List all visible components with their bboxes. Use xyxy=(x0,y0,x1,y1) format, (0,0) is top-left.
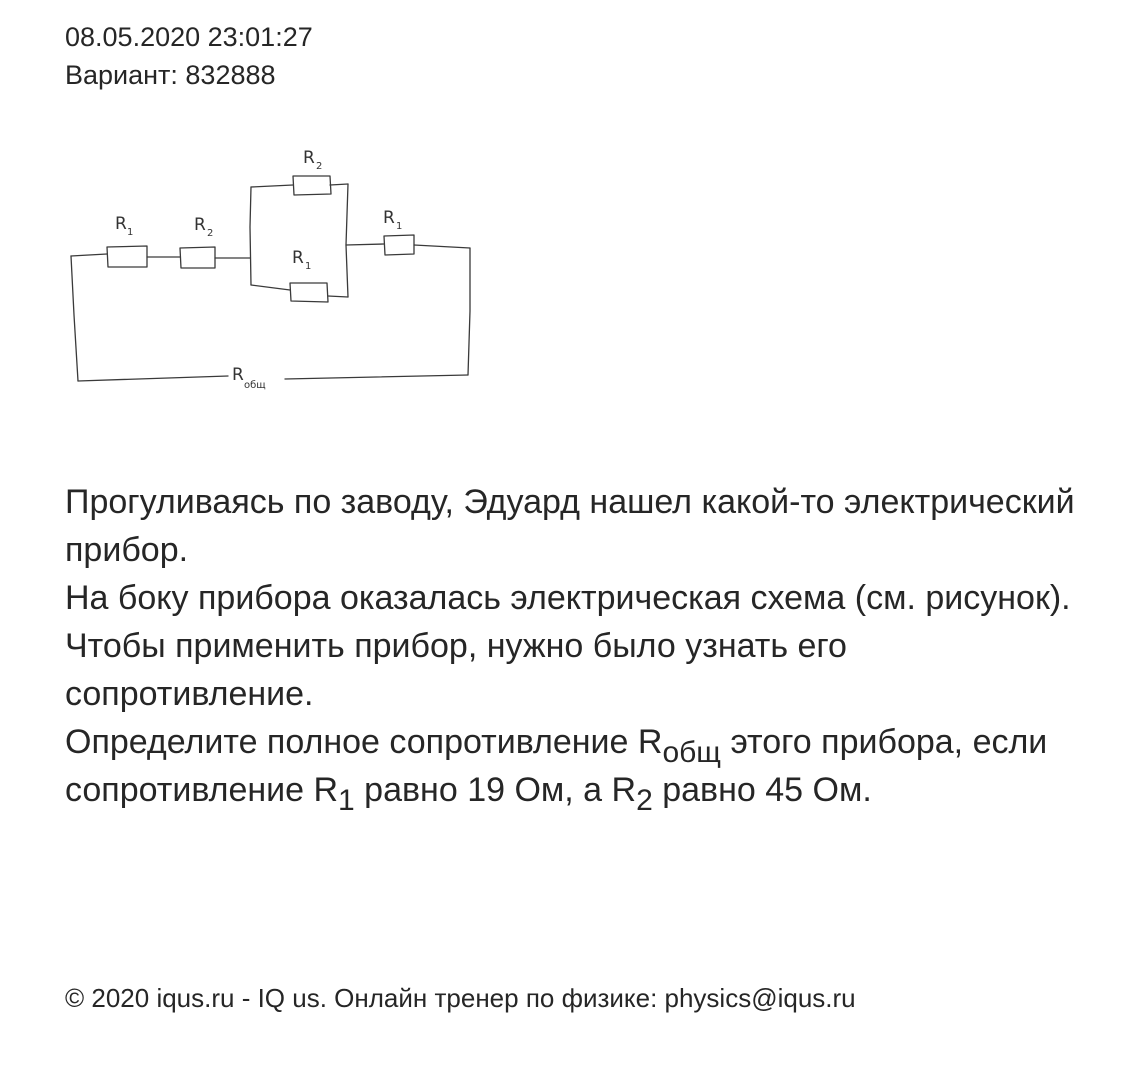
parallel-bottom-wire-right xyxy=(328,296,348,297)
resistor-right-r1 xyxy=(384,235,414,255)
problem-paragraph-3 xyxy=(65,718,1075,817)
problem-text-part-3: равно 19 Ом, а R xyxy=(354,771,637,809)
footer-copyright: © 2020 iqus.ru - IQ us. Онлайн тренер по физике: physics@iqus.ru xyxy=(65,983,856,1013)
parallel-left-branch xyxy=(250,187,251,285)
circuit-diagram xyxy=(60,135,490,395)
subscript-total: общ xyxy=(662,736,721,769)
label-right-r1-sub: 1 xyxy=(396,221,403,232)
parallel-bottom-wire-left xyxy=(251,285,290,290)
wire-bottom-right xyxy=(285,375,468,379)
label-total: R xyxy=(232,365,244,385)
problem-paragraph-2: На боку прибора оказалась электрическая схема (см. рисунок). Чтобы применить прибор, нужно было узнать его сопротивление. xyxy=(65,579,1071,713)
label-series-r1-sub: 1 xyxy=(127,227,134,238)
subscript-r1: 1 xyxy=(338,784,355,817)
label-parallel-bottom-r1: R xyxy=(292,248,304,268)
parallel-top-wire-right xyxy=(330,184,348,185)
wire-bottom-left xyxy=(78,376,228,381)
resistor-parallel-bottom-r1 xyxy=(290,283,328,302)
resistor-series-r1 xyxy=(107,246,147,267)
parallel-top-wire-left xyxy=(251,185,293,187)
label-total-sub: общ xyxy=(244,380,266,391)
resistor-parallel-top-r2 xyxy=(293,176,331,195)
circuit-svg xyxy=(60,135,490,395)
resistor-series-r2 xyxy=(180,247,215,268)
label-parallel-top-r2: R xyxy=(303,148,315,168)
problem-paragraph-1: Прогуливаясь по заводу, Эдуард нашел какой-то электрический прибор. xyxy=(65,483,1075,569)
problem-text-part-1: Определите полное сопротивление R xyxy=(65,723,663,761)
wire-left-vertical xyxy=(71,256,78,381)
problem-text-part-4: равно 45 Ом. xyxy=(652,771,872,809)
label-right-r1: R xyxy=(383,208,395,228)
header xyxy=(65,18,313,94)
label-parallel-top-r2-sub: 2 xyxy=(316,161,323,172)
datetime: 08.05.2020 23:01:27 xyxy=(65,22,313,52)
label-series-r2: R xyxy=(194,215,206,235)
wire-right-top xyxy=(414,245,470,248)
wire-right-vertical xyxy=(468,248,470,375)
subscript-r2: 2 xyxy=(636,784,653,817)
parallel-right-branch xyxy=(346,184,348,297)
wire-to-right-resistor xyxy=(346,244,384,245)
wire-left-top xyxy=(71,254,107,256)
label-parallel-bottom-r1-sub: 1 xyxy=(305,261,312,272)
label-series-r2-sub: 2 xyxy=(207,228,214,239)
variant-label: Вариант: 832888 xyxy=(65,60,276,90)
label-series-r1: R xyxy=(115,214,127,234)
problem-text xyxy=(65,478,1075,817)
problem-text-part-2: этого прибора, если сопротивление R xyxy=(65,723,1048,809)
